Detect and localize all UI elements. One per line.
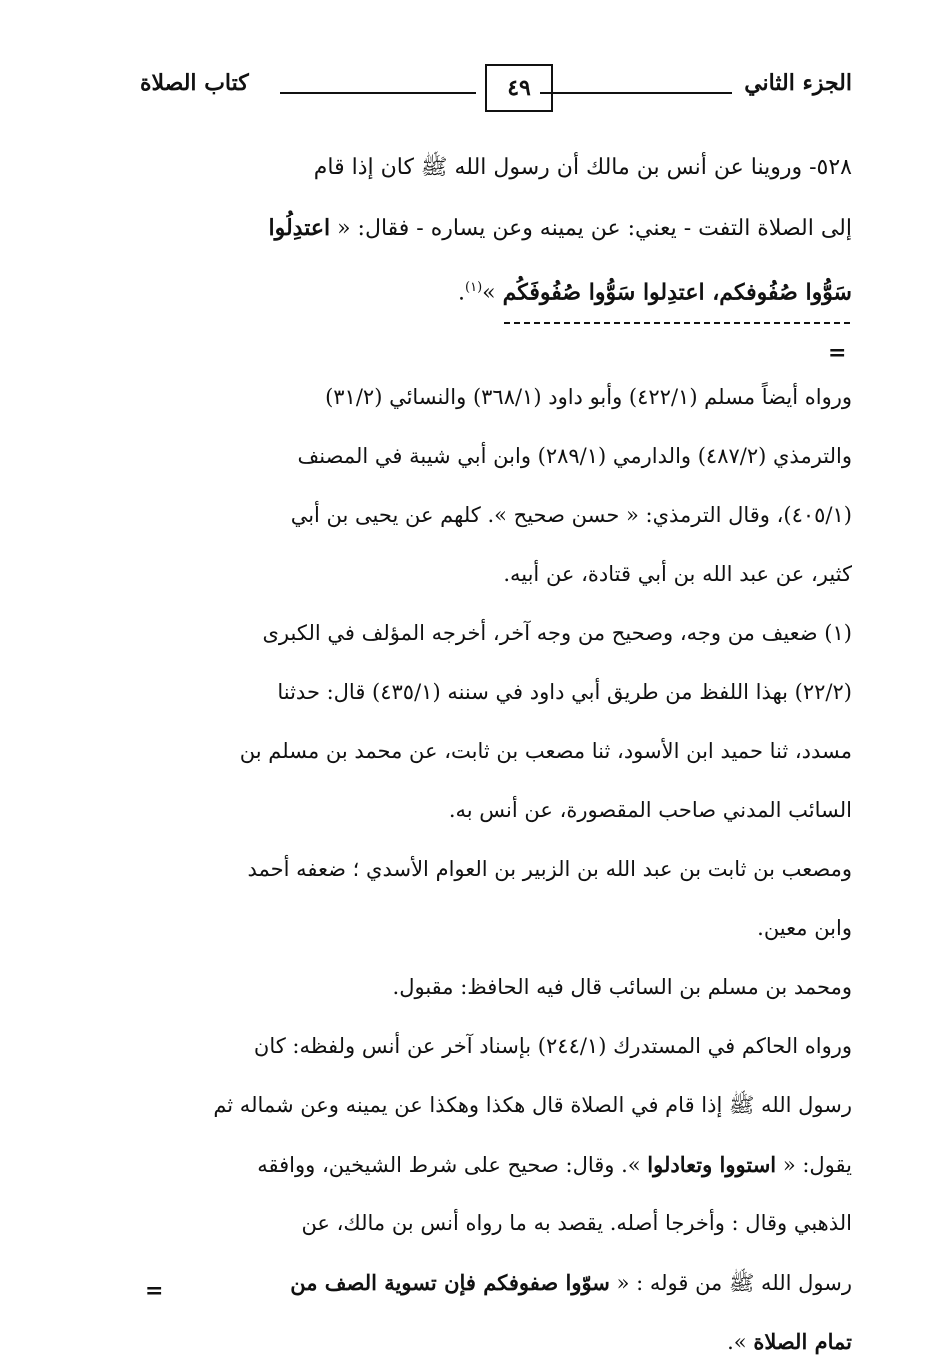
hadith-line-3 <box>140 258 852 318</box>
note-line <box>140 1312 852 1371</box>
volume-title: الجزء الثاني <box>744 70 852 96</box>
continuation-mark-top: = <box>828 340 847 366</box>
hadith-quote-end: سَوُّوا صُفُوفكم، اعتدِلوا سَوُّوا صُفُوفَكُم <box>502 279 852 306</box>
note-text: يقول: « <box>776 1153 852 1177</box>
note-line: (١) ضعيف من وجه، وصحيح من وجه آخر، أخرجه المؤلف في الكبرى <box>262 621 852 645</box>
note-line <box>140 1135 852 1194</box>
note-quote: سوّوا صفوفكم فإن تسوية الصف من <box>290 1270 610 1295</box>
page-number: ٤٩ <box>507 75 531 101</box>
header-rule-right <box>540 92 732 94</box>
note-line: ومحمد بن مسلم بن السائب قال فيه الحافظ: مقبول. <box>392 975 852 999</box>
hadith-quote-start: اعتدِلُوا <box>268 215 331 241</box>
page-header <box>140 56 852 118</box>
chapter-title: كتاب الصلاة <box>140 70 249 96</box>
note-line: (٢٢/٢) بهذا اللفظ من طريق أبي داود في سننه (٤٣٥/١) قال: حدثنا <box>277 680 852 704</box>
note-text: ». <box>727 1330 754 1354</box>
hadith-line-2-text: إلى الصلاة التفت - يعني: عن يمينه وعن يساره - فقال: « <box>330 216 852 241</box>
footnote-separator <box>504 322 850 324</box>
hadith-line-1: ٥٢٨- وروينا عن أنس بن مالك أن رسول الله ﷺ كان إذا قام <box>313 155 852 180</box>
footnote-marker: (١) <box>465 280 483 295</box>
quote-close: » <box>482 280 503 306</box>
note-line: ورواه أيضاً مسلم (٤٢٢/١) وأبو داود (٣٦٨/١) والنسائي (٣١/٢) <box>325 385 852 409</box>
note-line: ومصعب بن ثابت بن عبد الله بن الزبير بن العوام الأسدي ؛ ضعفه أحمد <box>247 857 852 881</box>
hadith-text <box>140 138 852 318</box>
note-quote: تمام الصلاة <box>753 1329 852 1354</box>
page-number-box <box>485 64 553 112</box>
note-line: ورواه الحاكم في المستدرك (٢٤٤/١) بإسناد آخر عن أنس ولفظه: كان <box>253 1034 852 1058</box>
footnotes <box>140 368 852 1371</box>
note-quote: استووا وتعادلوا <box>647 1152 777 1177</box>
hadith-line-2 <box>140 198 852 258</box>
note-line: والترمذي (٤٨٧/٢) والدارمي (٢٨٩/١) وابن أبي شيبة في المصنف <box>297 444 852 468</box>
note-line: مسدد، ثنا حميد ابن الأسود، ثنا مصعب بن ثابت، عن محمد بن مسلم بن <box>239 739 852 763</box>
note-line <box>140 1253 852 1312</box>
header-rule-left <box>280 92 476 94</box>
note-text: رسول الله ﷺ من قوله : « <box>609 1271 852 1295</box>
note-line: (٤٠٥/١)، وقال الترمذي: « حسن صحيح ». كلهم عن يحيى بن أبي <box>290 503 852 527</box>
note-line: كثير، عن عبد الله بن أبي قتادة، عن أبيه. <box>503 562 852 586</box>
note-line: رسول الله ﷺ إذا قام في الصلاة قال هكذا وهكذا عن يمينه وعن شماله ثم <box>213 1093 852 1117</box>
sentence-end: . <box>458 280 466 306</box>
note-line: وابن معين. <box>757 916 852 940</box>
note-line: الذهبي وقال : وأخرجا أصله. يقصد به ما رواه أنس بن مالك، عن <box>301 1211 852 1235</box>
note-line: السائب المدني صاحب المقصورة، عن أنس به. <box>448 798 852 822</box>
continuation-mark-bottom: = <box>145 1278 164 1304</box>
note-text: ». وقال: صحيح على شرط الشيخين، ووافقه <box>257 1153 648 1177</box>
